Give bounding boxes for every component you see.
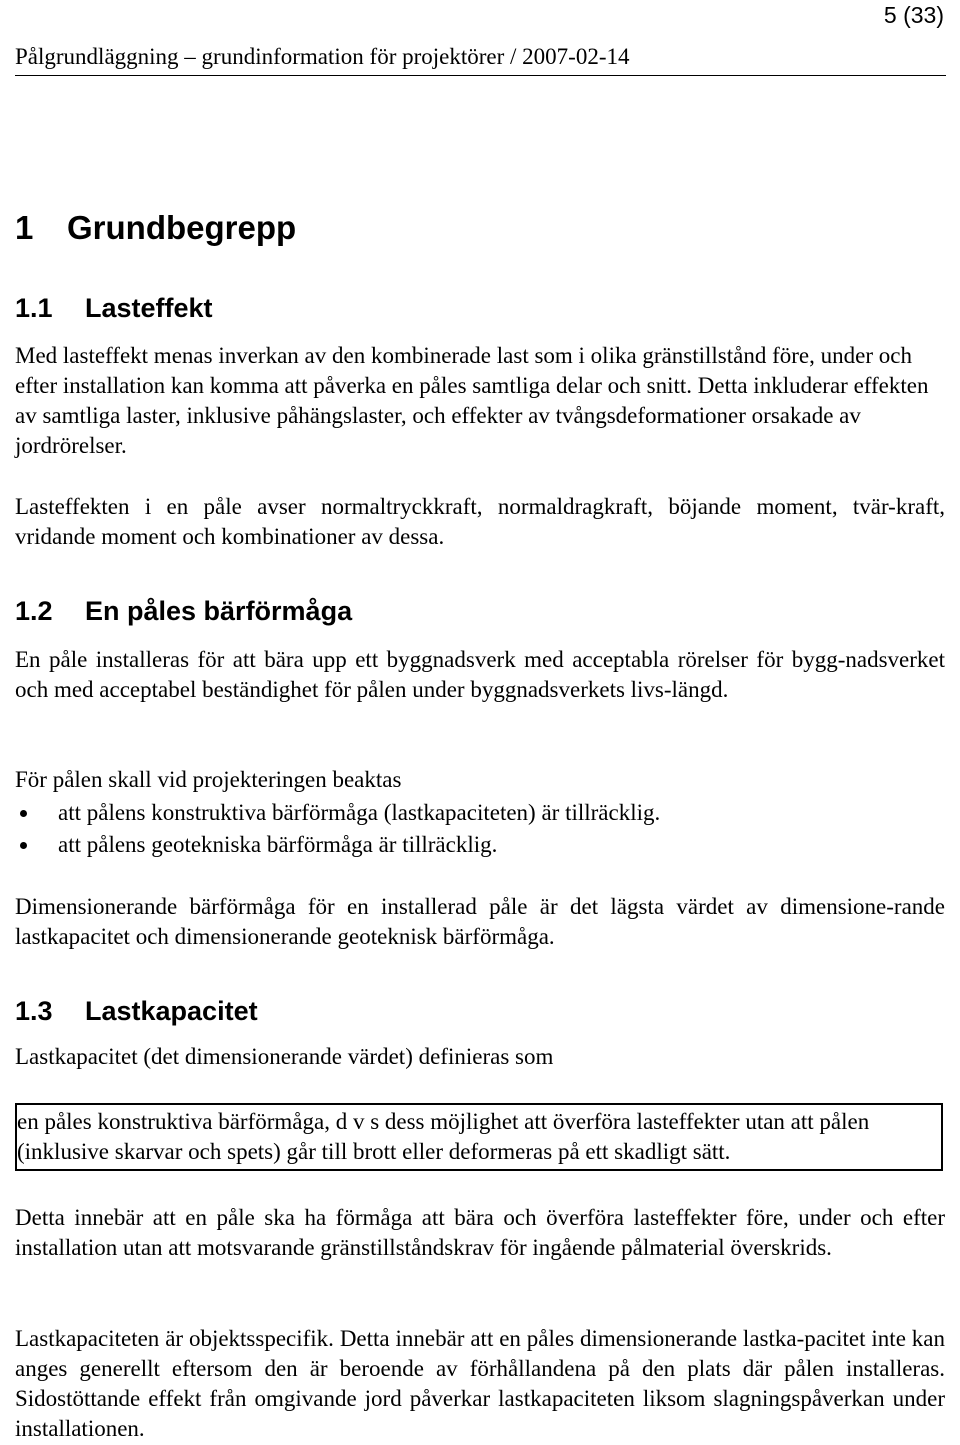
definition-box: en påles konstruktiva bärförmåga, d v s dess möjlighet att överföra lasteffekter utan att pålen (inklusive skarvar och spets) går till brott eller deformeras på ett skadligt sätt. [15, 1103, 943, 1171]
bullet-list [15, 797, 945, 861]
list-item [15, 797, 945, 829]
bullet-icon [20, 842, 27, 849]
list-item [15, 829, 945, 861]
list-item-text: att pålens konstruktiva bärförmåga (lastkapaciteten) är tillräcklig. [58, 800, 661, 825]
paragraph: En påle installeras för att bära upp ett byggnadsverk med acceptabla rörelser för bygg-nadsverket och med acceptabel beständighet för pålen under byggnadsverkets livs-längd. [15, 647, 945, 702]
chapter-heading [15, 208, 296, 248]
section-title: Lasteffekt [85, 293, 213, 323]
section-number: 1.3 [15, 996, 53, 1026]
section-heading-1-2 [15, 594, 352, 628]
list-item-text: att pålens geotekniska bärförmåga är tillräcklig. [58, 832, 498, 857]
paragraph: Dimensionerande bärförmåga för en installerad påle är det lägsta värdet av dimensione-rande lastkapacitet och dimensionerande geoteknisk bärförmåga. [15, 894, 945, 949]
running-header: Pålgrundläggning – grundinformation för projektörer / 2007-02-14 [15, 42, 946, 76]
paragraph: Lastkapacitet (det dimensionerande värdet) definieras som [15, 1044, 554, 1069]
section-title: Lastkapacitet [85, 996, 258, 1026]
chapter-title: Grundbegrepp [67, 209, 297, 246]
paragraph: Med lasteffekt menas inverkan av den kombinerade last som i olika gränstillstånd före, under och efter installation kan komma att påverka en påles samtliga delar och snitt. Detta inkluderar effekten av samtliga laster, inklusive påhängslaster, och effekter av tvångsdeformationer orsakade av jordrörelser. [15, 343, 929, 458]
section-number: 1.1 [15, 293, 53, 323]
chapter-number: 1 [15, 209, 34, 246]
section-heading-1-3 [15, 994, 258, 1028]
section-title: En påles bärförmåga [85, 596, 353, 626]
section-number: 1.2 [15, 596, 53, 626]
paragraph: Lasteffekten i en påle avser normaltryckkraft, normaldragkraft, böjande moment, tvär-kraft, vridande moment och kombinationer av dessa. [15, 494, 945, 549]
page-number: 5 (33) [883, 2, 944, 28]
paragraph: Lastkapaciteten är objektsspecifik. Detta innebär att en påles dimensionerande lastka-pacitet inte kan anges generellt eftersom den är beroende av förhållandena på den plats där pålen installeras. Sidostöttande effekt från omgivande jord påverkar lastkapaciteten liksom slagningspåverkan under installationen. [15, 1326, 945, 1441]
paragraph: Detta innebär att en påle ska ha förmåga att bära och överföra lasteffekter före, under och efter installation utan att motsvarande gränstillståndskrav för ingående pålmaterial överskrids. [15, 1205, 945, 1260]
bullet-icon [20, 810, 27, 817]
paragraph: För pålen skall vid projekteringen beaktas [15, 767, 402, 792]
section-heading-1-1 [15, 291, 213, 325]
